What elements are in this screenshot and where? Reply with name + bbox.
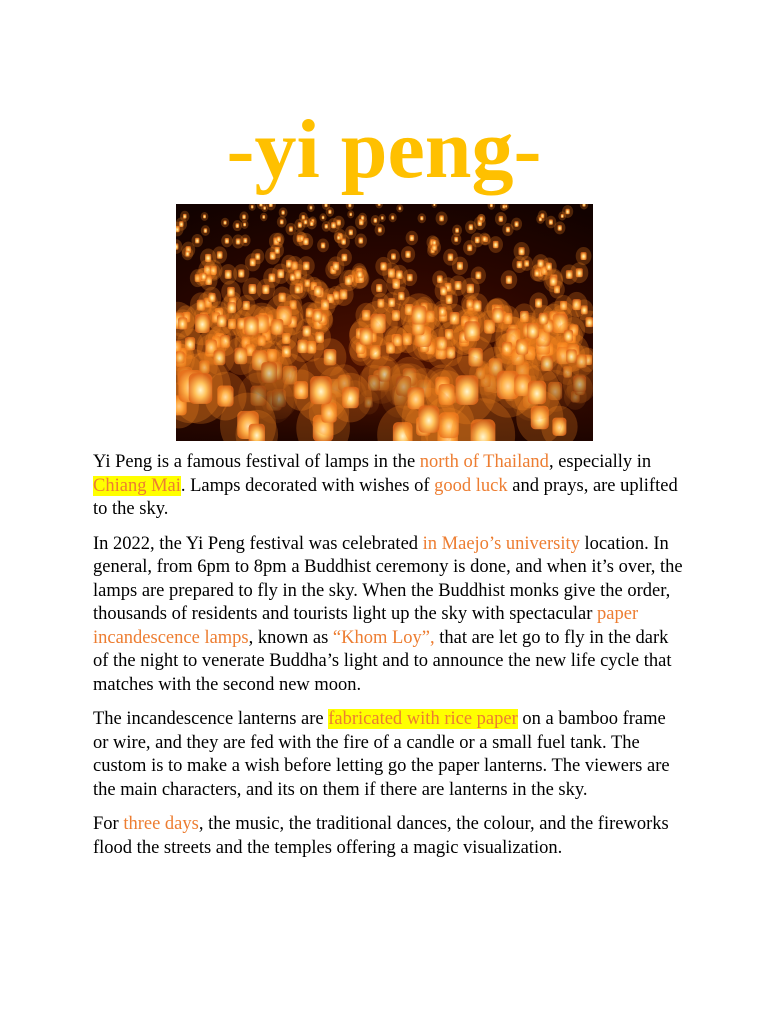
lantern-shape [549,219,553,224]
lantern-shape [505,205,507,208]
lantern-shape [432,240,436,245]
lantern-shape [391,253,396,259]
lantern-shape [314,286,322,296]
text-run: For [93,814,124,834]
lantern-shape [341,254,347,262]
lantern-shape [433,204,435,206]
lantern-shape [493,241,499,248]
lantern-shape [249,424,265,441]
highlighted-text: Chiang Mai [93,475,181,496]
lantern-shape [269,204,273,207]
lantern-shape [467,284,474,294]
lantern-shape [467,245,472,252]
lantern-shape [378,227,382,232]
lantern-shape [565,209,569,215]
lantern-shape [457,262,463,270]
lantern-shape [440,286,447,295]
lantern-shape [225,238,229,244]
lantern-shape [396,270,403,279]
lantern-shape [333,262,339,270]
lantern-shape [479,217,482,221]
text-run: , the music, the traditional dances, the colour, and the fireworks flood the streets and the temples offering a magic visualization. [93,814,669,858]
lantern-shape [262,215,265,219]
lantern-shape [537,259,543,267]
lantern-shape [263,206,266,210]
paragraph [93,708,683,802]
lantern-shape [561,214,564,218]
lantern-shape [439,215,444,221]
lantern-shape [244,317,258,336]
lantern-shape [566,270,573,279]
lantern-shape [217,251,223,258]
lantern-shape [490,204,493,207]
emphasized-text: north of Thailand [419,452,549,472]
lantern-shape [475,272,481,280]
lantern-shape [281,210,284,214]
lantern-shape [528,381,546,405]
lantern-shape [518,247,524,255]
text-run: Yi Peng is a famous festival of lamps in the [93,452,420,472]
lantern-shape [581,252,587,260]
lantern-shape [581,305,588,314]
lantern-shape [277,236,281,242]
text-run: on a bamboo frame or wire, and they are fed with the fire of a candle or a small fuel tank. The custom is to make a wish before letting go the paper lanterns. The viewers are the main characters, and its on them if there are lanterns in the sky. [93,709,670,800]
lantern-shape [324,204,327,207]
lantern-shape [398,207,401,211]
lantern-shape [409,235,414,241]
lantern-shape [242,214,246,219]
text-run: location. In general, from 6pm to 8pm a Buddhist ceremony is done, and when it’s over, the lamps are prepared to fly in the sky. When the Buddhist monks give the order, thousands of residents and tourists light up the sky with spectacular [93,533,683,624]
lantern-shape [290,274,296,281]
lantern-shape [469,224,473,230]
lantern-shape [203,215,206,219]
lantern-shape [381,216,384,220]
lantern-shape [289,226,293,231]
article-body [93,451,683,871]
paragraph [93,451,683,522]
lantern-shape [418,406,439,433]
lantern-shape [454,237,458,242]
lantern-shape [176,243,178,249]
lantern-shape [455,228,459,233]
lantern-shape [204,228,208,233]
lantern-shape [420,216,423,220]
lantern-shape [448,254,454,261]
lantern-shape [475,237,480,243]
lantern-shape [238,269,244,277]
lantern-shape [223,220,226,224]
lantern-shape [349,213,352,217]
text-run: The incandescence lanterns are [93,709,329,729]
lantern-festival-photo [176,204,593,441]
lantern-shape [189,373,213,404]
lantern-shape [201,273,207,280]
lantern-shape [358,238,363,244]
lantern-shape [295,285,301,293]
lantern-shape [492,308,503,323]
lantern-shape [506,276,512,284]
highlighted-text: fabricated with rice paper [328,709,518,729]
lantern-shape [298,222,302,228]
lantern-shape [348,204,351,207]
text-run: that are let go to fly in the dark of the night to venerate Buddha’s light and to announce the new life cycle that matches with the second new moon. [93,627,672,695]
lantern-shape [558,225,562,231]
lantern-shape [286,260,292,268]
lantern-shape [322,216,325,220]
lantern-shape [345,276,352,285]
lantern-shape [277,269,284,278]
lantern-shape [195,314,210,333]
lantern-shape [360,328,373,345]
lantern-shape [331,222,336,228]
lantern-shape [357,270,363,278]
lantern-shape [255,253,260,260]
lantern-shape [412,306,427,325]
lantern-shape [361,216,364,220]
lantern-shape [251,205,254,209]
lantern-shape [374,218,378,223]
lantern-shape [303,326,311,337]
lantern-shape [280,219,284,224]
lantern-shape [539,313,548,325]
emphasized-text: in Maejo’s university [422,533,580,554]
page-title: -yi peng- [226,103,542,196]
lantern-shape [179,221,183,227]
lantern-shape [324,224,328,229]
lantern-shape [405,251,410,258]
lantern-shape [506,227,510,233]
lantern-shape [217,315,226,327]
lantern-shape [236,238,241,244]
lantern-shape [550,276,558,286]
lantern-shape [249,284,257,294]
lantern-shape [337,235,341,240]
text-run: . Lamps decorated with wishes of [180,475,435,496]
lantern-shape [456,375,479,405]
text-run: In 2022, the Yi Peng festival was celebrated [93,533,423,554]
paragraph [93,813,683,860]
lantern-shape [313,310,322,322]
lantern-shape [499,216,504,222]
lantern-shape [517,261,523,268]
lantern-shape [564,330,573,342]
lantern-shape [310,376,332,404]
lantern-shape [303,238,309,245]
lantern-shape [236,223,240,228]
text-run: and prays, are uplifted to the sky. [93,475,678,519]
lantern-shape [310,206,313,210]
lantern-shape [378,204,381,206]
lantern-shape [514,221,518,227]
emphasized-text: good luck [434,475,508,496]
paragraph [93,533,683,698]
lantern-shape [262,285,269,294]
lantern-shape [225,270,232,279]
lantern-shape [539,217,542,221]
text-run: , known as [248,627,333,648]
text-run: , especially in [548,452,652,472]
lantern-shape [195,238,199,244]
lantern-shape [582,204,585,207]
lantern-shape [321,242,326,248]
emphasized-text: three days [123,814,199,834]
emphasized-text: paper incandescence lamps [93,604,639,648]
lantern-shape [391,216,394,220]
lantern-shape [455,281,462,290]
lantern-shape [349,229,353,235]
lantern-shape [328,210,331,214]
emphasized-text: “Khom Loy”, [332,627,435,648]
lantern-shape [185,251,189,257]
lantern-shape [376,284,382,292]
lantern-shape [243,223,246,227]
